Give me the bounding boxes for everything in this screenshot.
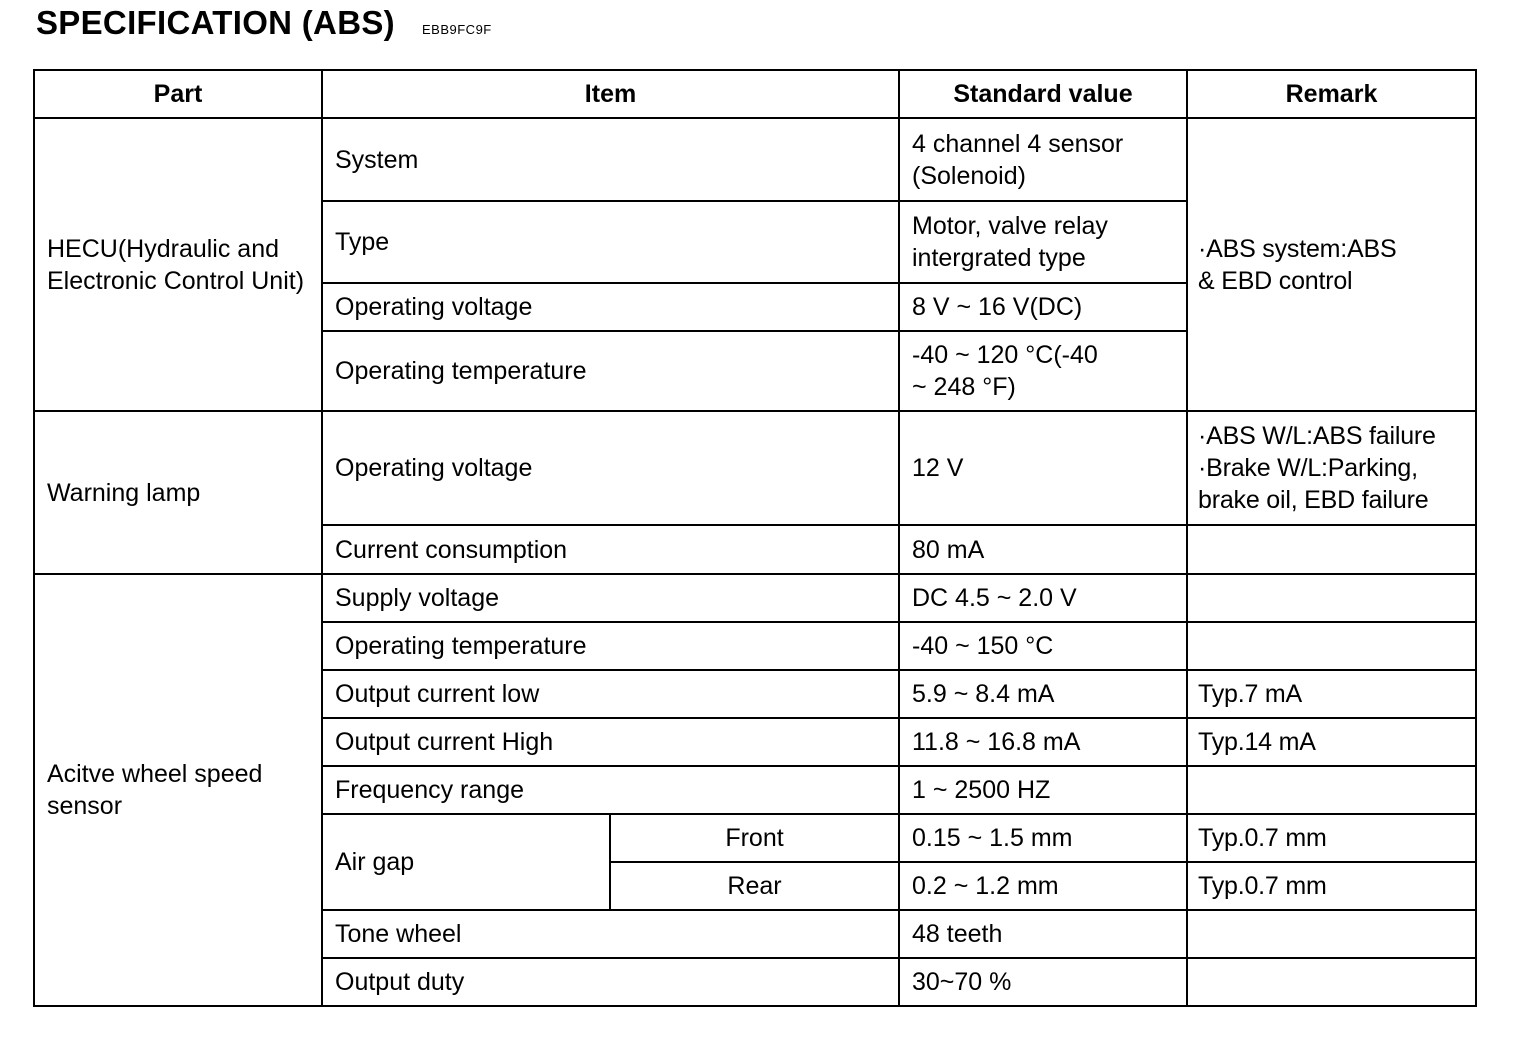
value-line: -40 ~ 120 °C(-40 [912, 341, 1098, 369]
value-line: Motor, valve relay [912, 212, 1108, 240]
remark-cell [1187, 411, 1476, 525]
value-line: (Solenoid) [912, 161, 1026, 190]
value-cell: 0.2 ~ 1.2 mm [899, 862, 1187, 910]
value-cell: 8 V ~ 16 V(DC) [899, 283, 1187, 331]
item-cell: Operating temperature [322, 331, 899, 411]
remark-cell: Typ.7 mA [1187, 670, 1476, 718]
column-header-standard-value: Standard value [899, 70, 1187, 118]
part-cell-wheel-speed-sensor: Acitve wheel speed sensor [34, 574, 322, 1006]
document-code: EBB9FC9F [422, 22, 492, 37]
item-cell: Supply voltage [322, 574, 899, 622]
part-cell-hecu: HECU(Hydraulic and Electronic Control Unit) [34, 118, 322, 411]
item-cell: Operating temperature [322, 622, 899, 670]
value-cell: 12 V [899, 411, 1187, 525]
remark-line: ·Brake W/L:Parking, [1198, 454, 1418, 482]
column-header-part: Part [34, 70, 322, 118]
remark-line: ·ABS system:ABS [1198, 234, 1397, 263]
sub-item-rear: Rear [610, 862, 899, 910]
value-cell: 48 teeth [899, 910, 1187, 958]
part-cell-warning-lamp: Warning lamp [34, 411, 322, 574]
item-cell: Operating voltage [322, 283, 899, 331]
value-cell: DC 4.5 ~ 2.0 V [899, 574, 1187, 622]
value-cell: 30~70 % [899, 958, 1187, 1006]
column-header-item: Item [322, 70, 899, 118]
item-cell: Output current High [322, 718, 899, 766]
value-cell [899, 118, 1187, 201]
remark-cell [1187, 910, 1476, 958]
remark-cell: Typ.14 mA [1187, 718, 1476, 766]
item-cell: Type [322, 201, 899, 283]
table-row [34, 411, 1476, 525]
table-header-row [34, 70, 1476, 118]
sub-item-front: Front [610, 814, 899, 862]
remark-line: brake oil, EBD failure [1198, 486, 1429, 514]
value-cell: 0.15 ~ 1.5 mm [899, 814, 1187, 862]
remark-cell: Typ.0.7 mm [1187, 862, 1476, 910]
item-cell: Output current low [322, 670, 899, 718]
value-line: 4 channel 4 sensor [912, 129, 1124, 158]
table-row [34, 118, 1476, 201]
item-cell: Frequency range [322, 766, 899, 814]
column-header-remark: Remark [1187, 70, 1476, 118]
remark-cell [1187, 622, 1476, 670]
item-cell: Tone wheel [322, 910, 899, 958]
remark-line: ·ABS W/L:ABS failure [1198, 422, 1436, 450]
value-cell [899, 201, 1187, 283]
value-cell: 80 mA [899, 525, 1187, 574]
page-title: SPECIFICATION (ABS) [36, 4, 395, 41]
value-line: intergrated type [912, 244, 1086, 272]
value-cell: -40 ~ 150 °C [899, 622, 1187, 670]
item-cell: System [322, 118, 899, 201]
item-cell-air-gap: Air gap [322, 814, 610, 910]
remark-cell: Typ.0.7 mm [1187, 814, 1476, 862]
remark-line: & EBD control [1198, 266, 1353, 295]
value-cell: 1 ~ 2500 HZ [899, 766, 1187, 814]
remark-cell-hecu [1187, 118, 1476, 411]
item-cell: Current consumption [322, 525, 899, 574]
item-cell: Operating voltage [322, 411, 899, 525]
remark-cell [1187, 574, 1476, 622]
remark-cell [1187, 766, 1476, 814]
value-line: ~ 248 °F) [912, 373, 1016, 401]
remark-cell [1187, 958, 1476, 1006]
table-row [34, 574, 1476, 622]
remark-cell [1187, 525, 1476, 574]
value-cell: 5.9 ~ 8.4 mA [899, 670, 1187, 718]
value-cell [899, 331, 1187, 411]
spec-table [33, 69, 1477, 1007]
value-cell: 11.8 ~ 16.8 mA [899, 718, 1187, 766]
item-cell: Output duty [322, 958, 899, 1006]
